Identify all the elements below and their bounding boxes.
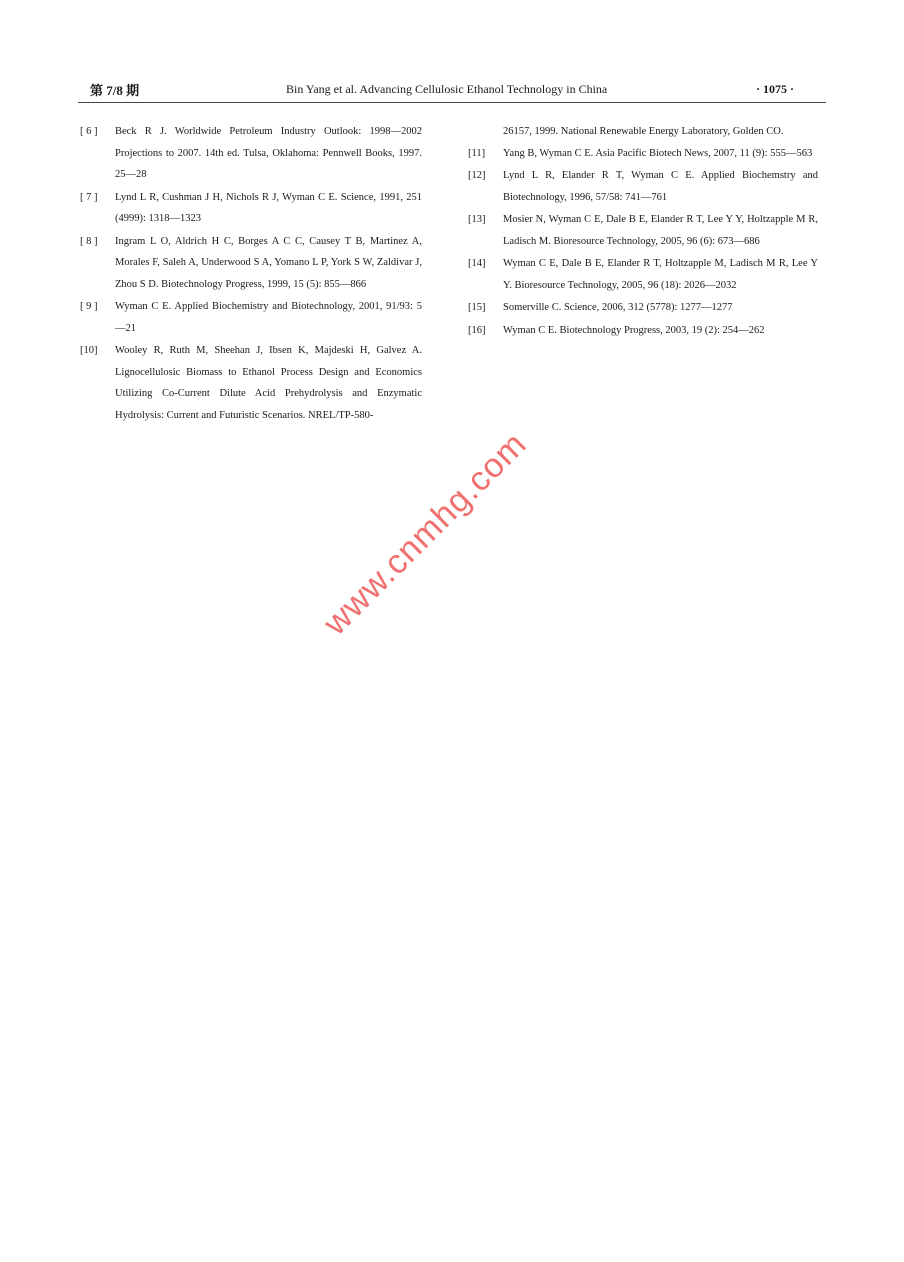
reference-number: [10] [80, 345, 98, 356]
reference-text: Somerville C. Science, 2006, 312 (5778): 1277—1277 [503, 302, 733, 313]
reference-item [80, 340, 422, 426]
reference-item [80, 187, 422, 230]
reference-item [468, 320, 818, 342]
reference-item [468, 297, 818, 319]
reference-text: Lynd L R, Elander R T, Wyman C E. Applied Biochemstry and Biotechnology, 1996, 57/58: 741—761 [503, 170, 818, 203]
reference-number: [15] [468, 302, 486, 313]
reference-number: [12] [468, 170, 486, 181]
reference-text: Wooley R, Ruth M, Sheehan J, Ibsen K, Majdeski H, Galvez A. Lignocellulosic Biomass to Ethanol Process Design and Economics Utilizing Co-Current Dilute Acid Prehydrolysis and Enzymatic Hydrolysis: Current and Futuristic Scenarios. NREL/TP-580- [115, 345, 422, 421]
reference-text: Yang B, Wyman C E. Asia Pacific Biotech News, 2007, 11 (9): 555—563 [503, 147, 813, 159]
reference-item [80, 121, 422, 186]
reference-number: [16] [468, 324, 486, 336]
reference-item [80, 296, 422, 339]
reference-text: Wyman C E, Dale B E, Elander R T, Holtzapple M, Ladisch M R, Lee Y Y. Bioresource Technology, 2005, 96 (18): 2026—2032 [503, 258, 818, 291]
right-column [468, 121, 818, 342]
reference-number: [11] [468, 147, 486, 159]
header-rule [78, 102, 826, 103]
reference-text: Beck R J. Worldwide Petroleum Industry Outlook: 1998—2002 Projections to 2007. 14th ed. Tulsa, Oklahoma: Pennwell Books, 1997. 25—28 [115, 126, 422, 180]
reference-item [468, 165, 818, 208]
reference-item [468, 143, 818, 165]
page-number: · 1075 · [756, 82, 795, 96]
issue-label: 第 7/8 期 [90, 83, 140, 98]
running-title: Bin Yang et al. Advancing Cellulosic Ethanol Technology in China [286, 82, 608, 96]
reference-number: [ 8 ] [80, 235, 98, 247]
reference-text: Ingram L O, Aldrich H C, Borges A C C, Causey T B, Martinez A, Morales F, Saleh A, Underwood S A, Yomano L P, York S W, Zaldivar J, Zhou S D. Biotechnology Progress, 1999, 15 (5): 855—866 [115, 235, 422, 290]
reference-number: [ 6 ] [80, 126, 98, 137]
watermark: www.cnmhg.com [316, 424, 534, 643]
reference-text: Mosier N, Wyman C E, Dale B E, Elander R T, Lee Y Y, Holtzapple M R, Ladisch M. Bioresource Technology, 2005, 96 (6): 673—686 [503, 214, 818, 247]
reference-number: [ 7 ] [80, 191, 98, 203]
reference-number: [13] [468, 214, 486, 225]
reference-number: [14] [468, 258, 486, 269]
reference-text: Lynd L R, Cushman J H, Nichols R J, Wyman C E. Science, 1991, 251 (4999): 1318—1323 [115, 191, 422, 224]
reference-item [468, 209, 818, 252]
reference-item [80, 231, 422, 296]
reference-continuation: 26157, 1999. National Renewable Energy Laboratory, Golden CO. [503, 126, 784, 137]
page-header [0, 80, 904, 102]
reference-number: [ 9 ] [80, 301, 98, 312]
reference-text: Wyman C E. Biotechnology Progress, 2003, 19 (2): 254—262 [503, 324, 765, 336]
reference-text: Wyman C E. Applied Biochemistry and Biotechnology, 2001, 91/93: 5—21 [115, 301, 422, 334]
reference-item [468, 253, 818, 296]
left-column [80, 121, 422, 427]
